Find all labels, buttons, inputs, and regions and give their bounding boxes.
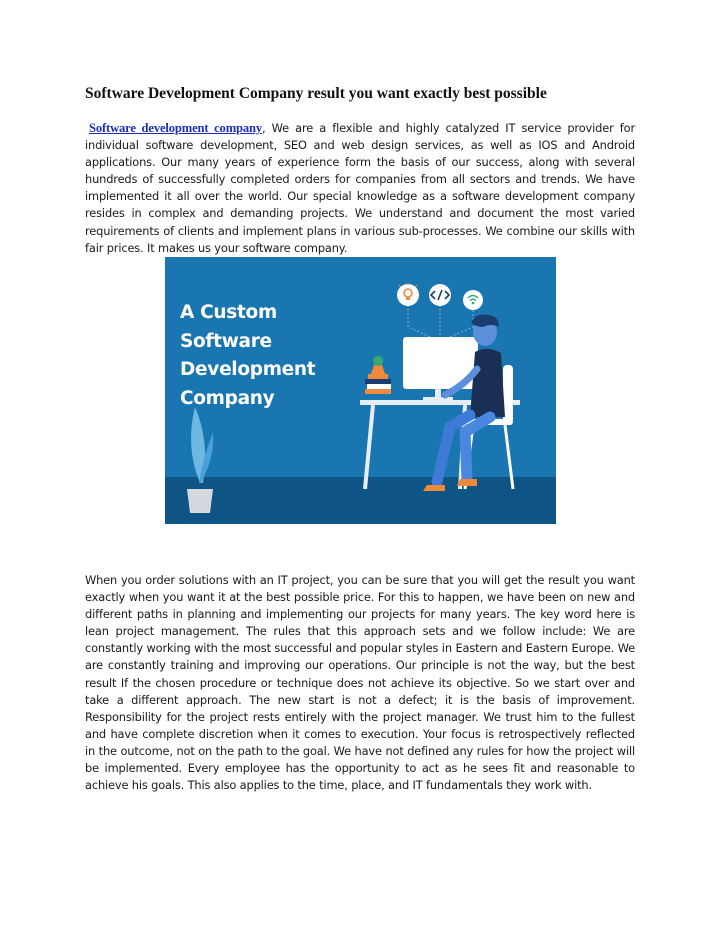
page-title: Software Development Company result you want exactly best possible xyxy=(85,85,547,102)
intro-paragraph xyxy=(85,120,635,257)
software-development-company-link[interactable]: Software development company xyxy=(89,121,263,135)
hero-line: A Custom xyxy=(180,302,277,323)
plant xyxy=(187,407,213,513)
lightbulb-icon xyxy=(397,283,419,306)
body-paragraph: When you order solutions with an IT project, you can be sure that you will get the result you want exactly when you want it at the best possible price. For this to happen, we have been on new and different paths in planning and implementing our projects for many years. The key word here is lean project management. The rules that this approach sets and we follow include: We are constantly working with the most successful and popular styles in Eastern and Eastern Europe. We are constantly training and improving our operations. Our principle is not the way, but the best result If the chosen procedure or technique does not achieve its objective. So we start over and take a different approach. The new start is not a defect; it is the basis of improvement. Responsibility for the project rests entirely with the project manager. We trust him to the fullest and have complete discretion when it comes to execution. Your focus is retrospectively reflected in the outcome, not on the path to the goal. We have not defined any rules for how the project will be implemented. Every employee has the opportunity to act as he sees fit and reasonable to achieve his goals. This also applies to the time, place, and IT fundamentals they work with. xyxy=(85,573,635,793)
code-icon xyxy=(429,284,451,306)
hero-heading xyxy=(180,299,315,413)
hero-line: Company xyxy=(180,387,275,409)
hero-line: Development xyxy=(180,359,316,380)
monitor xyxy=(403,337,478,401)
intro-text: , We are a flexible and highly catalyzed IT service provider for individual software development, SEO and web design services, as well as IOS and Android applications. Our many years of experience form the basis of our success, along with several hundreds of successfully completed orders for companies from all sectors and trends. We have implemented it all over the world. Our special knowledge as a software development company resides in complex and demanding projects. We understand and document the most varied requirements of clients and implement plans in various sub-processes. We combine our skills with fair prices. It makes us your software company. xyxy=(85,121,635,255)
hero-line: Software xyxy=(180,330,272,352)
hero-illustration xyxy=(165,257,556,524)
floor xyxy=(165,477,556,524)
wifi-icon xyxy=(463,290,483,310)
